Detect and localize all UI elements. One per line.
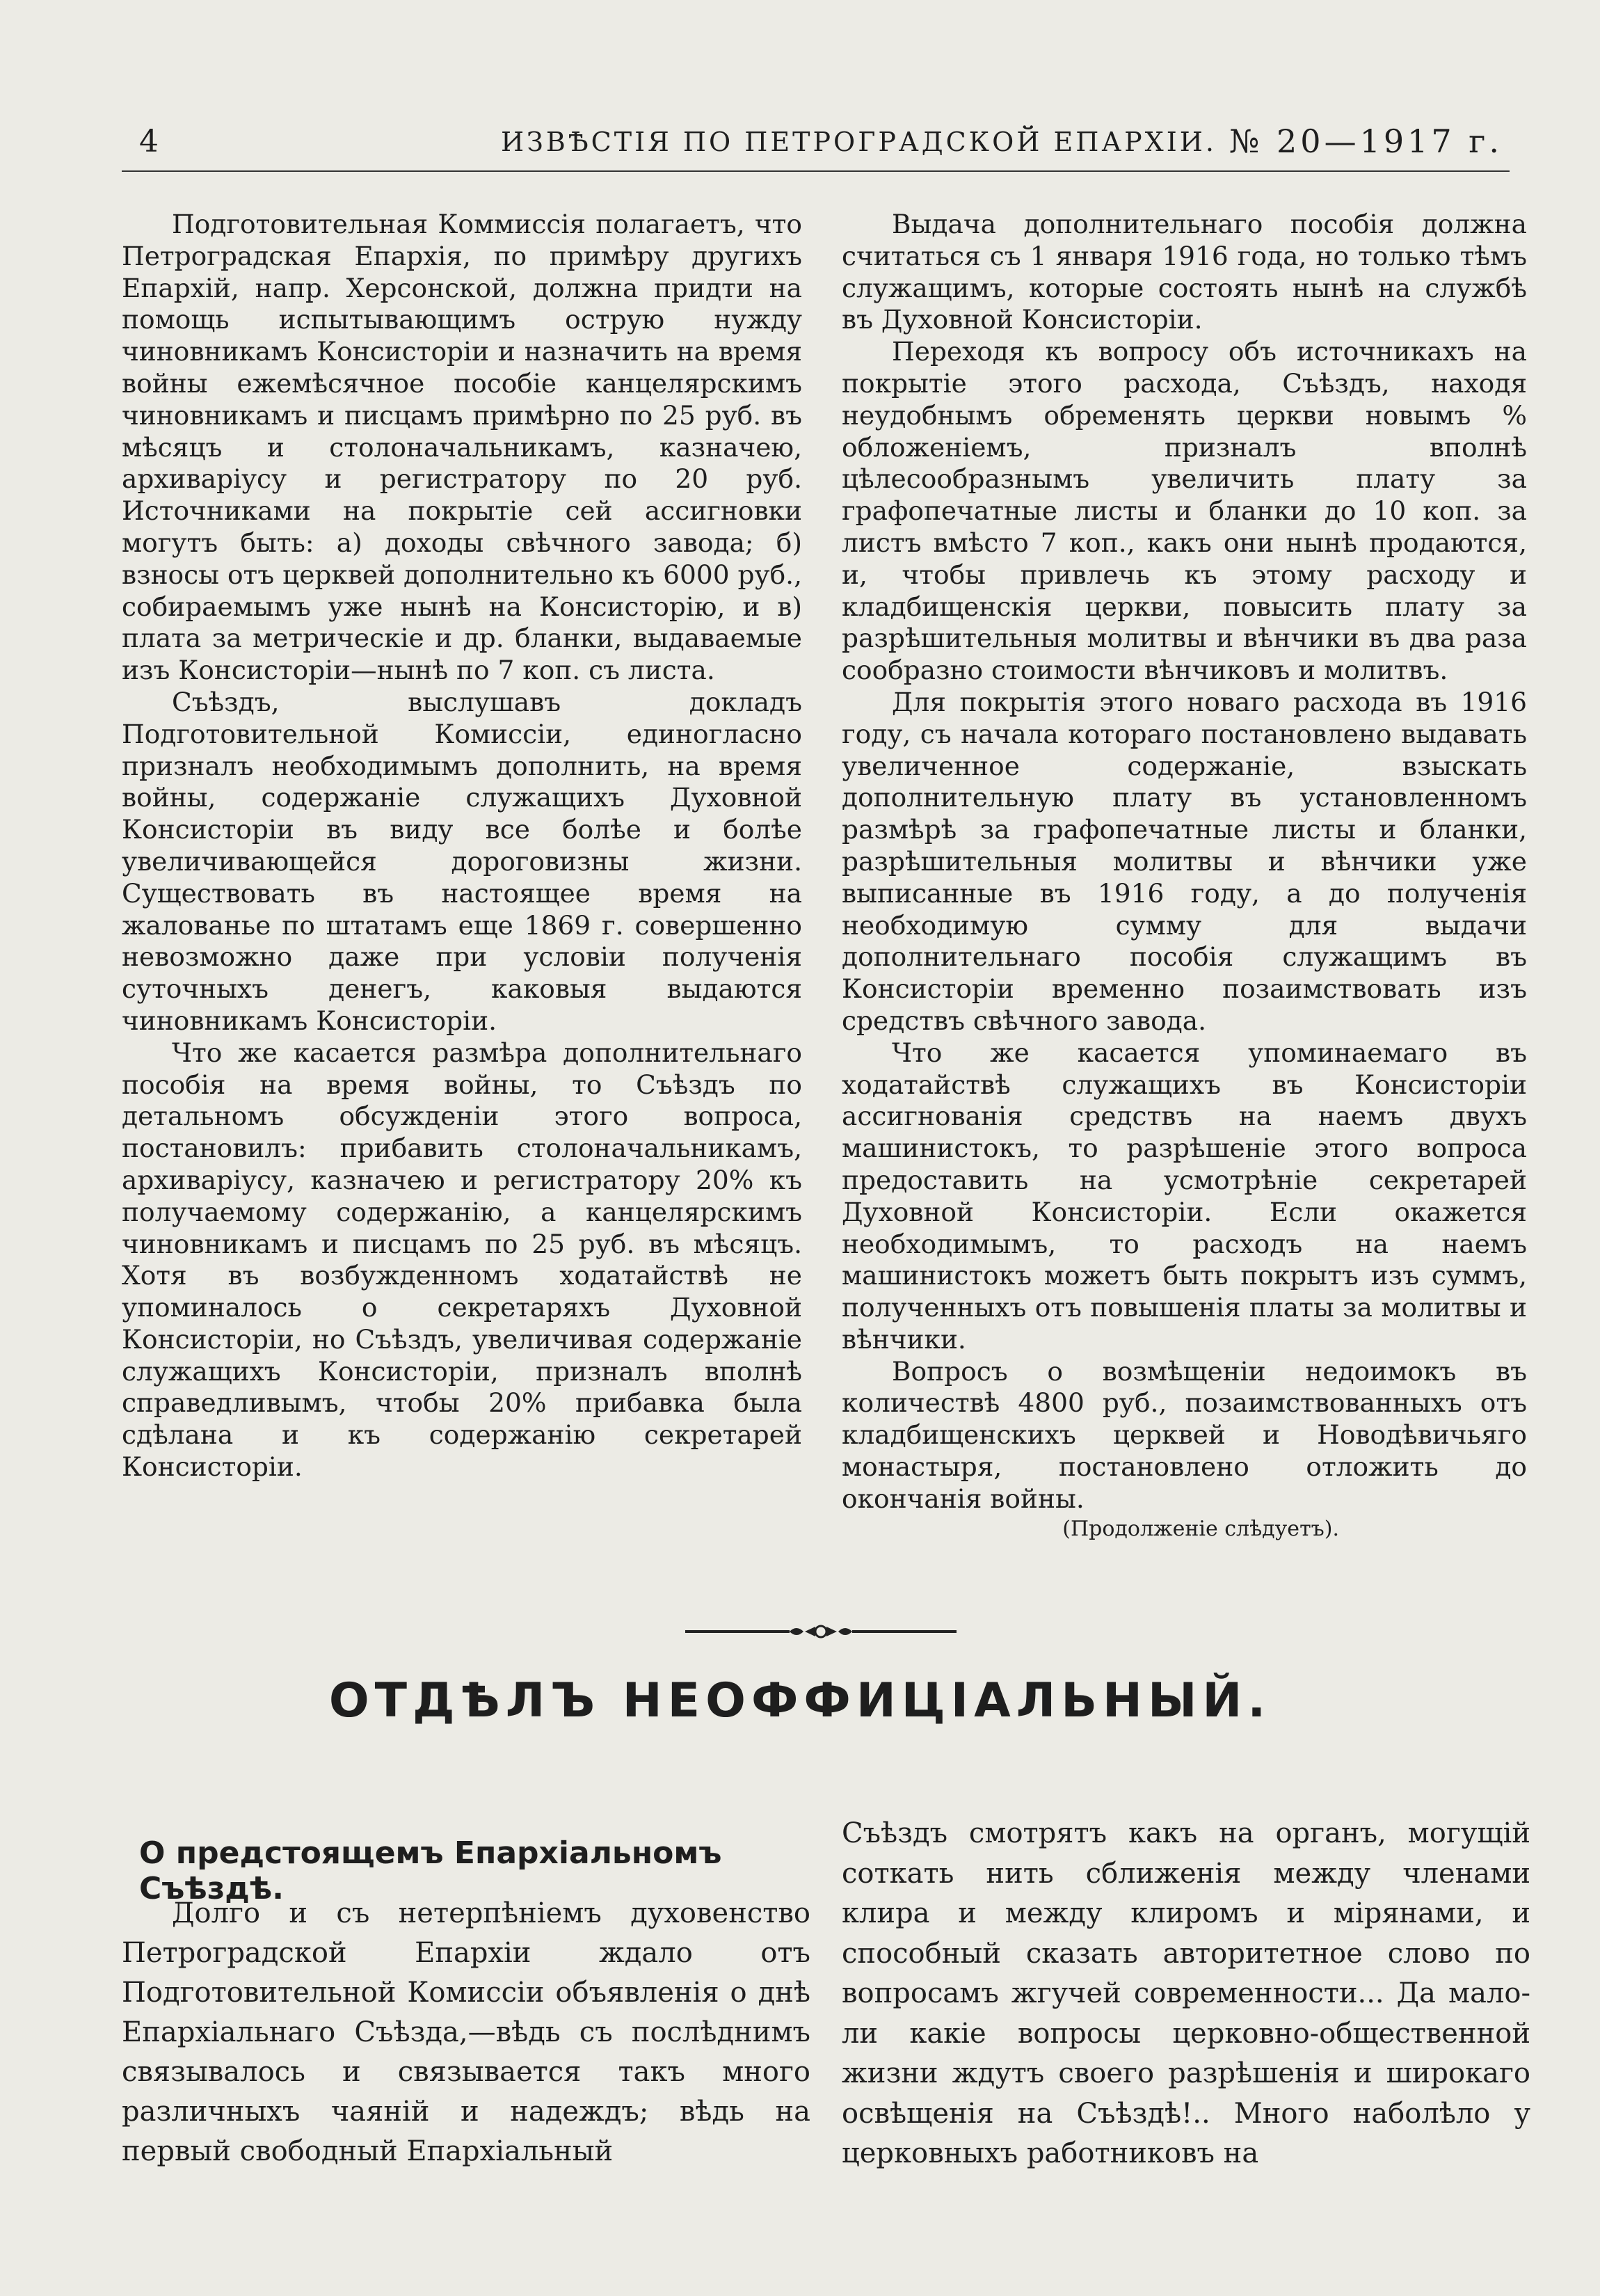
journal-title: ИЗВѢСТІЯ ПО ПЕТРОГРАДСКОЙ ЕПАРХІИ. — [501, 127, 1217, 157]
paragraph: Что же касается упоминаемаго въ ходатайствѣ служащихъ въ Консисторіи ассигнованія средствъ на наемъ двухъ машинистокъ, то разрѣшеніе этого вопроса предоставить на усмотрѣніе секретарей Духовной Консисторіи. Если окажется необходимымъ, то расходъ на наемъ машинистокъ можетъ быть покрытъ изъ суммъ, полученныхъ отъ повышенія платы за молитвы и вѣнчики. — [842, 1037, 1527, 1355]
paragraph: Переходя къ вопросу объ источникахъ на покрытіе этого расхода, Съѣздъ, находя неудобнымъ обременять церкви новымъ % обложеніемъ, призналъ вполнѣ цѣлесообразнымъ увеличить плату за графопечатные листы и бланки до 10 коп. за листъ вмѣсто 7 коп., какъ они нынѣ продаются, и, чтобы привлечь къ этому расходу и кладбищенскія церкви, повысить плату за разрѣшительныя молитвы и вѣнчики въ два раза сообразно стоимости вѣнчиковъ и молитвъ. — [842, 336, 1527, 686]
paragraph: Подготовительная Коммиссія полагаетъ, что Петроградская Епархія, по примѣру другихъ Епархій, напр. Херсонской, должна придти на помощь испытывающимъ острую нужду чиновникамъ Консисторіи и назначить на время войны ежемѣсячное пособіе канцелярскимъ чиновникамъ и писцамъ примѣрно по 25 руб. въ мѣсяцъ и столоначальникамъ, казначею, архиваріусу и регистратору по 20 руб. Источниками на покрытіе сей ассигновки могутъ быть: а) доходы свѣчного завода; б) взносы отъ церквей дополнительно къ 6000 руб., собираемымъ уже нынѣ на Консисторію, и в) плата за метрическіе и др. бланки, выдаваемые изъ Консисторіи—нынѣ по 7 коп. съ листа. — [122, 209, 802, 686]
continuation-note: (Продолженіе слѣдуетъ). — [1062, 1516, 1339, 1541]
page-number: 4 — [139, 124, 161, 159]
top-right-column — [842, 209, 1527, 1543]
paragraph: Выдача дополнительнаго пособія должна считаться съ 1 января 1916 года, но только тѣмъ служащимъ, которые состоять нынѣ на службѣ въ Духовной Консисторіи. — [842, 209, 1527, 335]
paragraph: Для покрытія этого новаго расхода въ 1916 году, съ начала котораго постановлено выдавать увеличенное содержаніе, взыскать дополнительную плату въ установленномъ размѣрѣ за графопечатные листы и бланки, разрѣшительныя молитвы и вѣнчики уже выписанные въ 1916 году, а до полученія необходимую сумму для выдачи дополнительнаго пособія служащимъ въ Консисторіи временно позаимствовать изъ средствъ свѣчного завода. — [842, 686, 1527, 1036]
issue-number: № 20—1917 г. — [1229, 122, 1503, 160]
top-left-column — [122, 209, 802, 1483]
paragraph: Что же касается размѣра дополнительнаго пособія на время войны, то Съѣздъ по детальномъ обсужденіи этого вопроса, постановилъ: прибавить столоначальникамъ, архиваріусу, казначею и регистратору 20% къ получаемому содержанію, а канцелярскимъ чиновникамъ и писцамъ по 25 руб. въ мѣсяцъ. Хотя въ возбужденномъ ходатайствѣ не упоминалось о секретаряхъ Духовной Консисторіи, но Съѣздъ, увеличивая содержаніе служащихъ Консисторіи, призналъ вполнѣ справедливымъ, чтобы 20% прибавка была сдѣлана и къ содержанію секретарей Консисторіи. — [122, 1037, 802, 1483]
article-title: О предстоящемъ Епархіальномъ Съѣздѣ. — [139, 1835, 722, 1906]
paragraph: Съѣздъ, выслушавъ докладъ Подготовительной Комиссіи, единогласно призналъ необходимымъ дополнить, на время войны, содержаніе служащихъ Духовной Консисторіи въ виду все болѣе и болѣе увеличивающейся дороговизны жизни. Существовать въ настоящее время на жалованье по штатамъ еще 1869 г. совершенно невозможно даже при условіи полученія суточныхъ денегъ, каковыя выдаются чиновникамъ Консисторіи. — [122, 686, 802, 1036]
ornament-divider-icon — [685, 1621, 957, 1642]
article-right-column — [842, 1814, 1530, 2174]
article-left-column — [122, 1894, 810, 2171]
section-title: ОТДѢЛЪ НЕОФФИЦІАЛЬНЫЙ. — [328, 1673, 1272, 1728]
paragraph: Съѣздъ смотрятъ какъ на органъ, могущій соткать нить сближенія между членами клира и между клиромъ и мірянами, и способный сказать авторитетное слово по вопросамъ жгучей современности... Да мало-ли какіе вопросы церковно-общественной жизни ждутъ своего разрѣшенія и широкаго освѣщенія на Съѣздѣ!.. Много наболѣло у церковныхъ работниковъ на — [842, 1817, 1530, 2169]
running-header — [122, 118, 1510, 160]
paragraph: Долго и съ нетерпѣніемъ духовенство Петроградской Епархіи ждало отъ Подготовительной Комиссіи объявленія о днѣ Епархіальнаго Съѣзда,—вѣдь съ послѣднимъ связывалось и связывается такъ много различныхъ чаяній и надеждъ; вѣдь на первый свободный Епархіальный — [122, 1897, 810, 2167]
header-rule — [122, 170, 1510, 172]
paragraph: Вопросъ о возмѣщеніи недоимокъ въ количествѣ 4800 руб., позаимствованныхъ отъ кладбищенскихъ церквей и Новодѣвичьяго монастыря, постановлено отложить до окончанія войны. — [842, 1355, 1527, 1514]
